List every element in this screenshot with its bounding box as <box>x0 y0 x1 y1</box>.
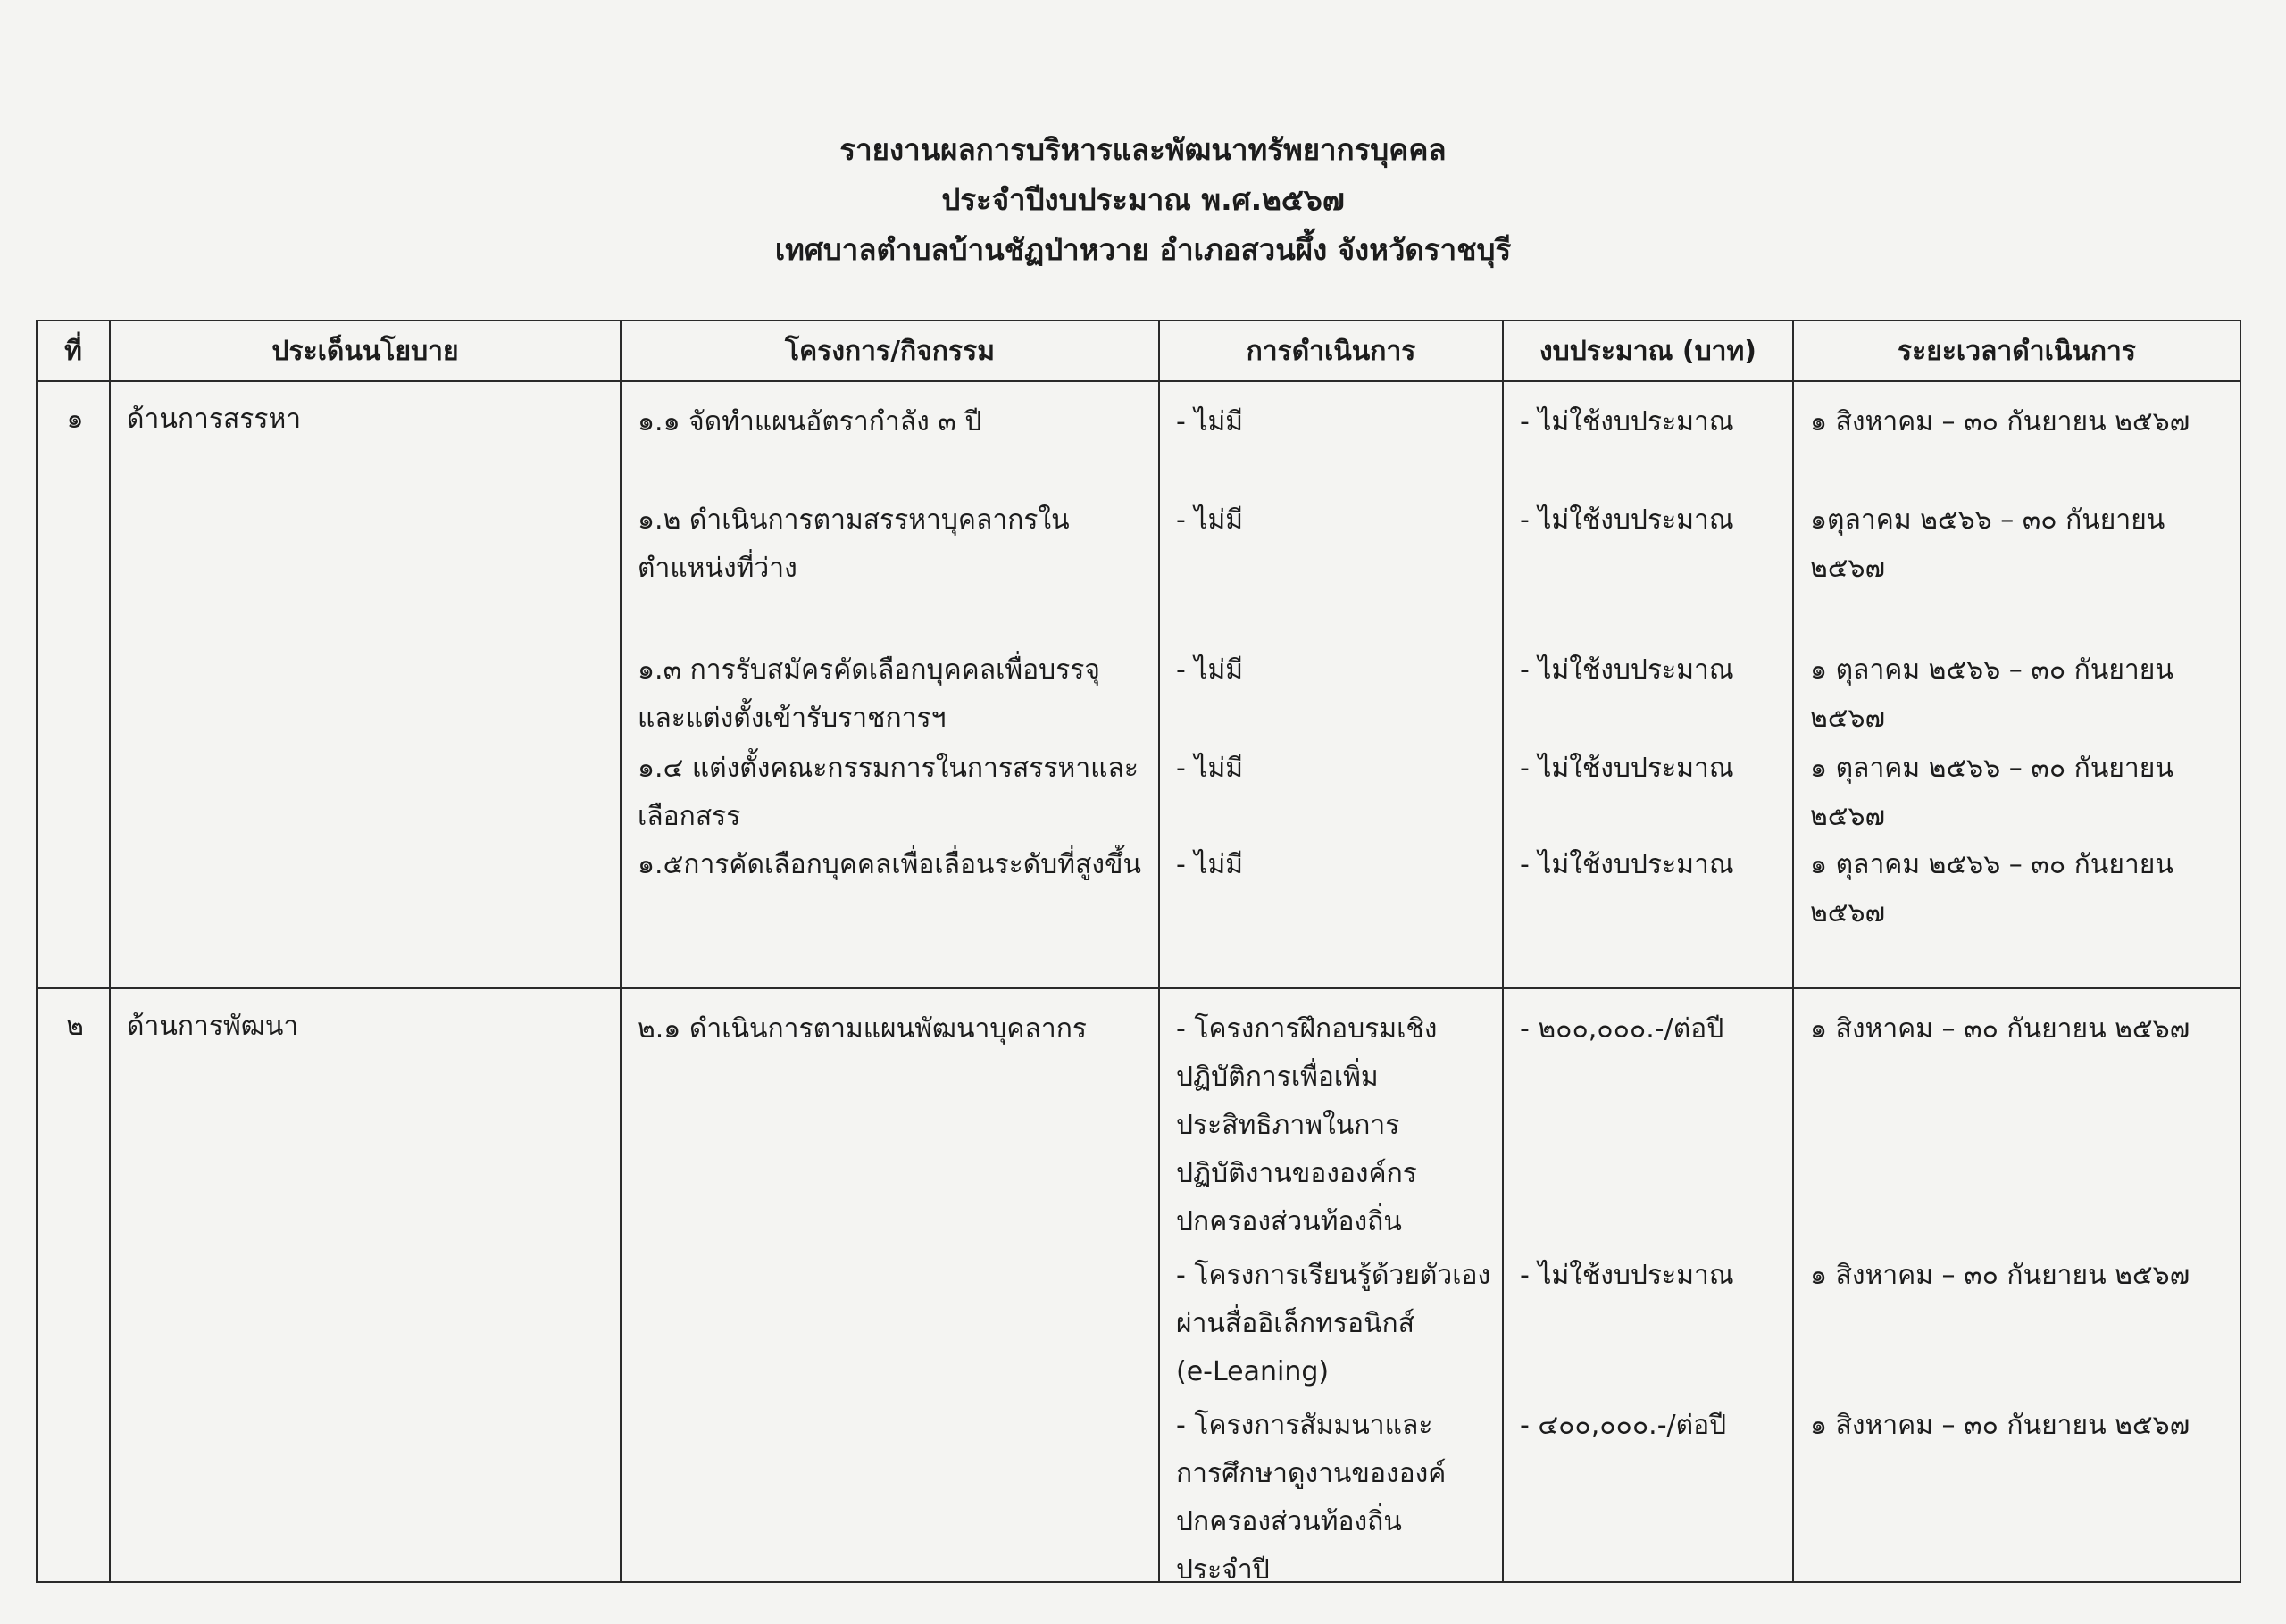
action-line: ปกครองส่วนท้องถิ่น <box>1176 1206 1402 1237</box>
period-line: ๑ตุลาคม ๒๕๖๖ – ๓๐ กันยายน <box>1810 504 2165 536</box>
period-line: ๑ สิงหาคม – ๓๐ กันยายน ๒๕๖๗ <box>1810 1260 2190 1291</box>
document-subtitle-organization: เทศบาลตำบลบ้านชัฏป่าหวาย อำเภอสวนผึ้ง จังหวัดราชบุรี <box>774 232 1512 267</box>
period-line: ๒๕๖๗ <box>1810 897 1886 929</box>
action-line: ประจำปี <box>1176 1554 1270 1586</box>
header-budget: งบประมาณ (บาท) <box>1503 321 1793 381</box>
project-entry <box>638 646 1100 743</box>
action-entry <box>1176 1402 1446 1595</box>
row-number <box>37 988 110 1582</box>
budget-entry <box>1520 745 1734 793</box>
period-line: ๑ สิงหาคม – ๓๐ กันยายน ๒๕๖๗ <box>1810 1013 2190 1045</box>
period-entry <box>1810 745 2173 841</box>
project-line: และแต่งตั้งเข้ารับราชการฯ <box>638 703 947 734</box>
project-line: เลือกสรร <box>638 801 741 832</box>
project-line: ๑.๒ ดำเนินการตามสรรหาบุคลากรใน <box>638 504 1070 536</box>
action-line: - ไม่มี <box>1176 849 1243 880</box>
action-entry <box>1176 646 1243 695</box>
document-title: รายงานผลการบริหารและพัฒนาทรัพยากรบุคคล <box>839 132 1447 167</box>
policy-cell <box>110 381 621 988</box>
budget-line: - ไม่ใช้งบประมาณ <box>1520 654 1734 686</box>
period-line: ๑ ตุลาคม ๒๕๖๖ – ๓๐ กันยายน <box>1810 654 2173 686</box>
action-line: - ไม่มี <box>1176 753 1243 784</box>
row-number <box>37 381 110 988</box>
period-line: ๑ ตุลาคม ๒๕๖๖ – ๓๐ กันยายน <box>1810 753 2173 784</box>
period-entry <box>1810 496 2165 593</box>
policy-cell <box>110 988 621 1582</box>
policy-text: ด้านการสรรหา <box>127 404 302 435</box>
header-project: โครงการ/กิจกรรม <box>621 321 1159 381</box>
table-header-row <box>37 321 2240 381</box>
budget-entry <box>1520 646 1734 695</box>
budget-line: - ไม่ใช้งบประมาณ <box>1520 753 1734 784</box>
policy-text: ด้านการพัฒนา <box>127 1011 299 1042</box>
action-line: - ไม่มี <box>1176 504 1243 536</box>
table-row <box>37 381 2240 988</box>
action-line: ปกครองส่วนท้องถิ่น <box>1176 1506 1402 1537</box>
row-number-text: ๒ <box>66 1011 84 1042</box>
project-line: ๒.๑ ดำเนินการตามแผนพัฒนาบุคลากร <box>638 1013 1087 1045</box>
budget-line: - ๔๐๐,๐๐๐.-/ต่อปี <box>1520 1410 1727 1441</box>
action-entry <box>1176 398 1243 446</box>
project-entry <box>638 398 981 446</box>
project-entry <box>638 841 1141 889</box>
budget-entry <box>1520 1402 1726 1450</box>
action-line: - ไม่มี <box>1176 406 1243 437</box>
period-entry <box>1810 398 2190 446</box>
budget-line: - ไม่ใช้งบประมาณ <box>1520 849 1734 880</box>
budget-line: - ไม่ใช้งบประมาณ <box>1520 1260 1734 1291</box>
action-line: - โครงการเรียนรู้ด้วยตัวเอง <box>1176 1260 1491 1291</box>
action-entry <box>1176 841 1243 889</box>
period-line: ๑ สิงหาคม – ๓๐ กันยายน ๒๕๖๗ <box>1810 1410 2190 1441</box>
action-entry <box>1176 745 1243 793</box>
period-cell <box>1793 988 2240 1582</box>
action-line: ปฏิบัติงานขององค์กร <box>1176 1158 1417 1189</box>
project-line: ๑.๕การคัดเลือกบุคคลเพื่อเลื่อนระดับที่สูงขึ้น <box>638 849 1142 880</box>
project-line: ๑.๑ จัดทำแผนอัตรากำลัง ๓ ปี <box>638 406 982 437</box>
action-entry <box>1176 1005 1437 1246</box>
action-line: - โครงการสัมมนาและ <box>1176 1410 1433 1441</box>
action-cell <box>1159 381 1503 988</box>
header-action: การดำเนินการ <box>1159 321 1503 381</box>
action-line: - โครงการฝึกอบรมเชิง <box>1176 1013 1438 1045</box>
row-number-text: ๑ <box>66 404 84 435</box>
period-entry <box>1810 841 2173 937</box>
budget-entry <box>1520 398 1734 446</box>
action-line: ประสิทธิภาพในการ <box>1176 1110 1400 1141</box>
header-policy: ประเด็นนโยบาย <box>110 321 621 381</box>
budget-cell <box>1503 988 1793 1582</box>
period-cell <box>1793 381 2240 988</box>
document-title-block <box>0 125 2286 275</box>
budget-entry <box>1520 1252 1734 1300</box>
header-period: ระยะเวลาดำเนินการ <box>1793 321 2240 381</box>
period-entry <box>1810 1252 2190 1300</box>
action-line: การศึกษาดูงานขององค์ <box>1176 1458 1447 1489</box>
action-entry <box>1176 1252 1490 1396</box>
action-line: ผ่านสื่ออิเล็กทรอนิกส์ <box>1176 1308 1414 1339</box>
project-cell <box>621 381 1159 988</box>
period-line: ๑ สิงหาคม – ๓๐ กันยายน ๒๕๖๗ <box>1810 406 2190 437</box>
action-line: ปฏิบัติการเพื่อเพิ่ม <box>1176 1062 1379 1093</box>
budget-entry <box>1520 1005 1723 1054</box>
budget-line: - ๒๐๐,๐๐๐.-/ต่อปี <box>1520 1013 1724 1045</box>
project-line: ๑.๓ การรับสมัครคัดเลือกบุคคลเพื่อบรรจุ <box>638 654 1100 686</box>
period-line: ๒๕๖๗ <box>1810 801 1886 832</box>
action-entry <box>1176 496 1243 545</box>
table-row <box>37 988 2240 1582</box>
project-line: ตำแหน่งที่ว่าง <box>638 553 797 584</box>
project-line: ๑.๔ แต่งตั้งคณะกรรมการในการสรรหาและ <box>638 753 1139 784</box>
action-line: (e-Leaning) <box>1176 1356 1330 1387</box>
budget-cell <box>1503 381 1793 988</box>
period-line: ๒๕๖๗ <box>1810 703 1886 734</box>
action-cell <box>1159 988 1503 1586</box>
project-entry <box>638 1005 1087 1054</box>
budget-entry <box>1520 841 1734 889</box>
period-entry <box>1810 1402 2190 1450</box>
period-line: ๑ ตุลาคม ๒๕๖๖ – ๓๐ กันยายน <box>1810 849 2173 880</box>
budget-line: - ไม่ใช้งบประมาณ <box>1520 406 1734 437</box>
project-entry <box>638 496 1070 593</box>
document-subtitle-fiscal-year: ประจำปีงบประมาณ พ.ศ.๒๕๖๗ <box>941 182 1345 217</box>
budget-entry <box>1520 496 1734 545</box>
report-table <box>36 320 2241 1586</box>
action-line: - ไม่มี <box>1176 654 1243 686</box>
project-entry <box>638 745 1139 841</box>
period-line: ๒๕๖๗ <box>1810 553 1886 584</box>
project-cell <box>621 988 1159 1582</box>
period-entry <box>1810 1005 2190 1054</box>
budget-line: - ไม่ใช้งบประมาณ <box>1520 504 1734 536</box>
header-no: ที่ <box>37 321 110 381</box>
period-entry <box>1810 646 2173 743</box>
